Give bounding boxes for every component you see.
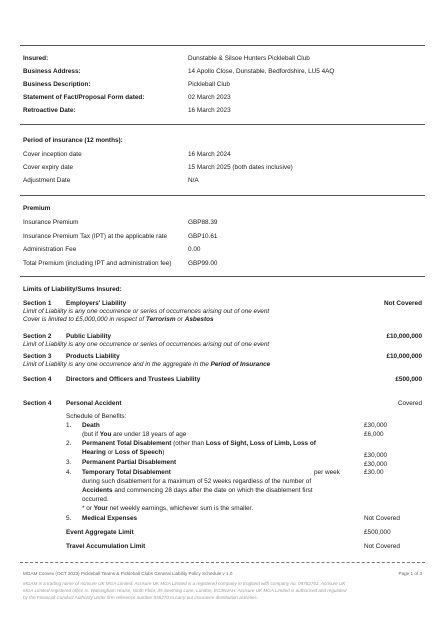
footer-regulatory-note-1: MGAM is a trading name of Acrisure UK MGA Limited. Acrisure UK MGA Limited is a registered company in England with company no. 09782763. Acrisure UK <box>23 581 346 586</box>
section1-terrorism-note: Cover is limited to £5,000,000 in respect of Terrorism or Asbestos <box>23 316 214 323</box>
retro-value: 16 March 2023 <box>188 107 231 114</box>
inception-label: Cover inception date <box>23 151 82 158</box>
benefit2-title-line2: Hearing or Loss of Speech) <box>82 449 165 456</box>
benefit4-value: £30.00 <box>364 469 384 476</box>
benefits-heading: Schedule of Benefits: <box>66 413 127 420</box>
section2-value: £10,000,000 <box>386 333 422 340</box>
benefit1-sub-value: £6,000 <box>364 431 384 438</box>
footer-regulatory-note-3: by the Financial Conduct Authority under firm reference number 835270 to carry out insurance distribution activities. <box>23 595 258 600</box>
address-label: Business Address: <box>23 68 81 75</box>
event-aggregate-value: £500,000 <box>364 529 391 536</box>
description-label: Business Description: <box>23 81 91 88</box>
section1-number: Section 1 <box>23 300 52 307</box>
ipt-label: Insurance Premium Tax (IPT) at the applicable rate <box>23 233 168 240</box>
limits-heading: Limits of Liability/Sums Insured: <box>23 286 122 293</box>
benefit4-line1: during such disablement for a maximum of 52 weeks regardless of the number of <box>82 478 312 485</box>
section2-title: Public Liability <box>66 333 112 340</box>
benefit4-title: Temporary Total Disablement <box>82 469 171 476</box>
benefit2-number: 2. <box>66 440 72 447</box>
retro-label: Retroactive Date: <box>23 107 76 114</box>
benefit3-number: 3. <box>66 459 72 466</box>
expiry-label: Cover expiry date <box>23 164 74 171</box>
rule-2 <box>20 195 425 196</box>
section2-limit-text: Limit of Liability is any one occurrence or series of occurrences arising out of one event <box>23 341 270 348</box>
top-rule <box>20 45 425 46</box>
benefit5-number: 5. <box>66 515 72 522</box>
statement-value: 02 March 2023 <box>188 94 231 101</box>
insured-value: Dunstable & Silsoe Hunters Pickleball Club <box>188 55 310 62</box>
benefit4-number: 4. <box>66 469 72 476</box>
benefit1-title: Death <box>82 422 100 429</box>
section4-pa-title: Personal Accident <box>66 400 122 407</box>
benefit2-value: £30,000 <box>364 452 388 459</box>
section3-title: Products Liability <box>66 353 120 360</box>
insured-label: Insured: <box>23 55 49 62</box>
section1-title: Employers' Liability <box>66 300 127 307</box>
section4-value: £500,000 <box>395 376 422 383</box>
benefit4-line4: * or Your net weekly earnings, whichever sum is the smaller. <box>82 505 254 512</box>
section3-value: £10,000,000 <box>386 353 422 360</box>
period-heading: Period of insurance (12 months): <box>23 137 123 144</box>
rule-3 <box>20 276 425 277</box>
benefit1-number: 1. <box>66 422 72 429</box>
travel-accumulation-label: Travel Accumulation Limit <box>66 543 146 550</box>
footer-regulatory-note-2: MGA Limited registered office is: Walsingham House, Ninth Floor, 35 Seething Lane, London, EC3N4AH. Acrisure UK MGA Limited is authorised and regulated <box>23 588 347 593</box>
rule-1 <box>20 124 425 125</box>
expiry-value: 15 March 2025 (both dates inclusive) <box>188 164 293 171</box>
inception-value: 16 March 2024 <box>188 151 231 158</box>
benefit4-line3: occurred. <box>82 496 109 503</box>
benefit5-value: Not Covered <box>364 515 400 522</box>
footer-page-number: Page 1 of 3 <box>398 571 422 576</box>
section4-pa-number: Section 4 <box>23 400 52 407</box>
benefit4-line2: Accidents and commencing 28 days after the date on which the disablement first <box>82 487 313 494</box>
benefit4-per-week: per week <box>314 469 340 476</box>
total-premium-label: Total Premium (including IPT and administration fee) <box>23 260 172 267</box>
section1-value: Not Covered <box>384 300 422 307</box>
section4-title: Directors and Officers and Trustees Liability <box>66 376 201 383</box>
benefit3-value: £30,000 <box>364 461 388 468</box>
benefit5-title: Medical Expenses <box>82 515 138 522</box>
ipt-value: GBP10.61 <box>188 233 218 240</box>
address-value: 14 Apollo Close, Dunstable, Bedfordshire, LU5 4AQ <box>188 68 335 75</box>
description-value: Pickleball Club <box>188 81 230 88</box>
statement-label: Statement of Fact/Proposal Form dated: <box>23 94 145 101</box>
adjustment-value: N/A <box>188 177 199 184</box>
benefit1-value: £30,000 <box>364 422 388 429</box>
event-aggregate-label: Event Aggregate Limit <box>66 529 134 536</box>
insurance-premium-label: Insurance Premium <box>23 219 79 226</box>
admin-fee-label: Administration Fee <box>23 246 77 253</box>
footer-document-ref: MGAM Convex (OCT 2023) Pickleball Teams & Pickleball Clubs General Liability Policy Schedule v 1.0 <box>23 571 233 576</box>
benefit3-title: Permanent Partial Disablement <box>82 459 177 466</box>
admin-fee-value: 0.00 <box>188 246 201 253</box>
footer-rule <box>20 562 425 563</box>
total-premium-value: GBP99.00 <box>188 260 218 267</box>
premium-heading: Premium <box>23 205 51 212</box>
section1-limit-text: Limit of Liability is any one occurrence or series of occurrences arising out of one event <box>23 308 270 315</box>
travel-accumulation-value: Not Covered <box>364 543 400 550</box>
adjustment-label: Adjustment Date <box>23 177 71 184</box>
insurance-premium-value: GBP88.39 <box>188 219 218 226</box>
section3-number: Section 3 <box>23 353 52 360</box>
section4-number: Section 4 <box>23 376 52 383</box>
benefit1-sub: (but if You are under 18 years of age <box>82 431 187 438</box>
benefit2-title-line1: Permanent Total Disablement (other than Loss of Sight, Loss of Limb, Loss of <box>82 440 316 447</box>
section4-pa-value: Covered <box>397 400 422 407</box>
section3-limit-text: Limit of Liability is any one occurrence and in the aggregate in the Period of Insurance <box>23 361 271 368</box>
section2-number: Section 2 <box>23 333 52 340</box>
